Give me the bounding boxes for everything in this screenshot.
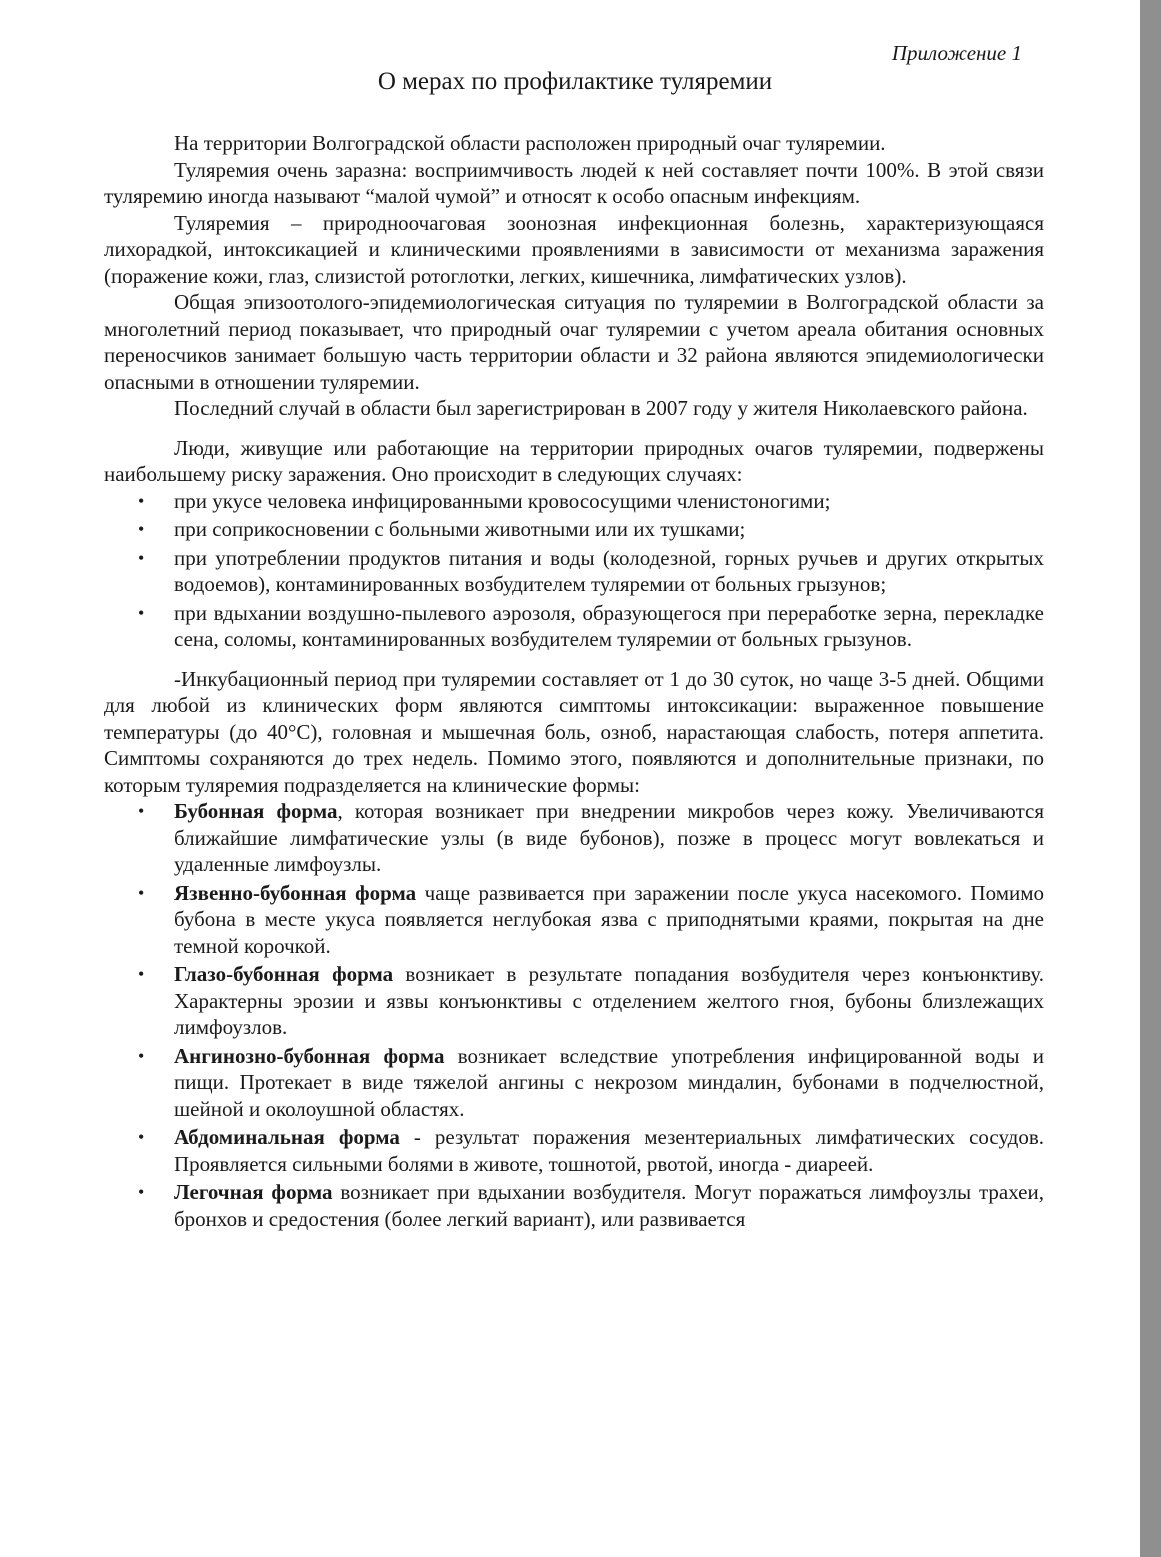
clinical-form-name: Ангинозно-бубонная форма (174, 1043, 445, 1068)
list-item-text: при укусе человека инфицированными кровососущими членистоногими; (174, 488, 831, 513)
list-item (104, 1179, 1044, 1232)
list-item-text: при соприкосновении с больными животными или их тушками; (174, 517, 746, 541)
clinical-form-description: возникает при вдыхании возбудителя. Могут поражаться лимфоузлы трахеи, бронхов и средостения (более легкий вариант), или развивается (174, 1180, 1044, 1231)
risk-cases-list (104, 488, 1044, 653)
list-item (104, 600, 1044, 653)
clinical-form-description: возникает в результате попадания возбудителя через конъюнктиву. Характерны эрозии и язвы конъюнктивы с отделением желтого гноя, бубоны близлежащих лимфоузлов. (174, 962, 1045, 1039)
intro-paragraph-3: Туляремия – природноочаговая зоонозная инфекционная болезнь, характеризующаяся лихорадкой, интоксикацией и клиническими проявлениями в зависимости от механизма заражения (поражение кожи, глаз, слизистой ротоглотки, легких, кишечника, лимфатических узлов). (104, 210, 1044, 288)
bullet-icon: • (138, 801, 145, 821)
document-title: О мерах по профилактике туляремии (377, 68, 773, 95)
list-item (104, 488, 1044, 515)
clinical-form-name: Легочная форма (174, 1180, 333, 1204)
intro-paragraph-5: Последний случай в области был зарегистрирован в 2007 году у жителя Николаевского района. (174, 396, 1028, 420)
clinical-form-description: возникает вследствие употребления инфицированной воды и пищи. Протекает в виде тяжелой ангины с некрозом миндалин, бубонами в подчелюстной, шейной и околоушной областях. (174, 1043, 1044, 1121)
intro-paragraph-4: Общая эпизоотолого-эпидемиологическая ситуация по туляремии в Волгоградской области за многолетний период показывает, что природный очаг туляремии с учетом ареала обитания основных переносчиков занимает большую часть территории области и 32 района являются эпидемиологически опасными в отношении туляремии. (104, 290, 1044, 394)
clinical-forms-list (104, 798, 1044, 1232)
list-item-text: при вдыхании воздушно-пылевого аэрозоля, образующегося при переработке зерна, перекладке сена, соломы, контаминированных возбудителем туляремии от больных грызунов. (174, 600, 1044, 651)
clinical-form-name: Бубонная форма (174, 799, 338, 823)
list-item-text: при употреблении продуктов питания и воды (колодезной, горных ручьев и других открытых водоемов), контаминированных возбудителем туляремии от больных грызунов; (174, 545, 1044, 596)
clinical-form-name: Язвенно-бубонная форма (174, 880, 417, 905)
list-item (104, 1124, 1044, 1177)
scrollbar[interactable] (1140, 0, 1161, 1557)
clinical-form-description: чаще развивается при заражении после укуса насекомого. Помимо бубона в месте укуса появляется неглубокая язва с приподнятыми краями, покрытая на дне темной корочкой. (174, 880, 1045, 958)
clinical-form-name: Глазо-бубонная форма (174, 962, 394, 986)
incubation-paragraph: -Инкубационный период при туляремии составляет от 1 до 30 суток, но чаще 3-5 дней. Общими для любой из клинических форм являются симптомы интоксикации: выраженное повышение температуры (до 40°C), головная и мышечная боль, озноб, нарастающая слабость, потеря аппетита. Симптомы сохраняются до трех недель. Помимо этого, появляются и дополнительные признаки, по которым туляремия подразделяется на клинические формы: (104, 666, 1044, 797)
list-item (104, 961, 1044, 1041)
bullet-icon: • (138, 547, 145, 568)
intro-paragraph-2: Туляремия очень заразна: восприимчивость людей к ней составляет почти 100%. В этой связи туляремию иногда называют “малой чумой” и относят к особо опасным инфекциям. (104, 157, 1044, 208)
bullet-icon: • (138, 1045, 145, 1066)
bullet-icon: • (138, 964, 145, 984)
clinical-form-description: , которая возникает при внедрении микробов через кожу. Увеличиваются ближайшие лимфатические узлы (в виде бубонов), позже в процесс могут вовлекаться и удаленные лимфоузлы. (174, 799, 1044, 876)
list-item (104, 798, 1044, 878)
document-body (104, 130, 1044, 1234)
list-item (104, 1043, 1044, 1123)
bullet-icon: • (138, 882, 145, 903)
list-item (104, 880, 1044, 960)
intro-paragraph-1: На территории Волгоградской области расположен природный очаг туляремии. (174, 131, 886, 155)
bullet-icon: • (138, 1182, 145, 1202)
bullet-icon: • (138, 490, 145, 511)
clinical-form-description: - результат поражения мезентериальных лимфатических сосудов. Проявляется сильными болями в животе, тошнотой, рвотой, иногда - диареей. (174, 1125, 1045, 1176)
list-item (104, 545, 1044, 598)
bullet-icon: • (138, 519, 145, 539)
clinical-form-name: Абдоминальная форма (174, 1125, 400, 1149)
appendix-label: Приложение 1 (891, 41, 1022, 65)
bullet-icon: • (138, 1127, 145, 1147)
list-item (104, 516, 1044, 543)
risk-intro-paragraph: Люди, живущие или работающие на территории природных очагов туляремии, подвержены наибольшему риску заражения. Оно происходит в следующих случаях: (104, 435, 1044, 486)
bullet-icon: • (138, 602, 145, 623)
